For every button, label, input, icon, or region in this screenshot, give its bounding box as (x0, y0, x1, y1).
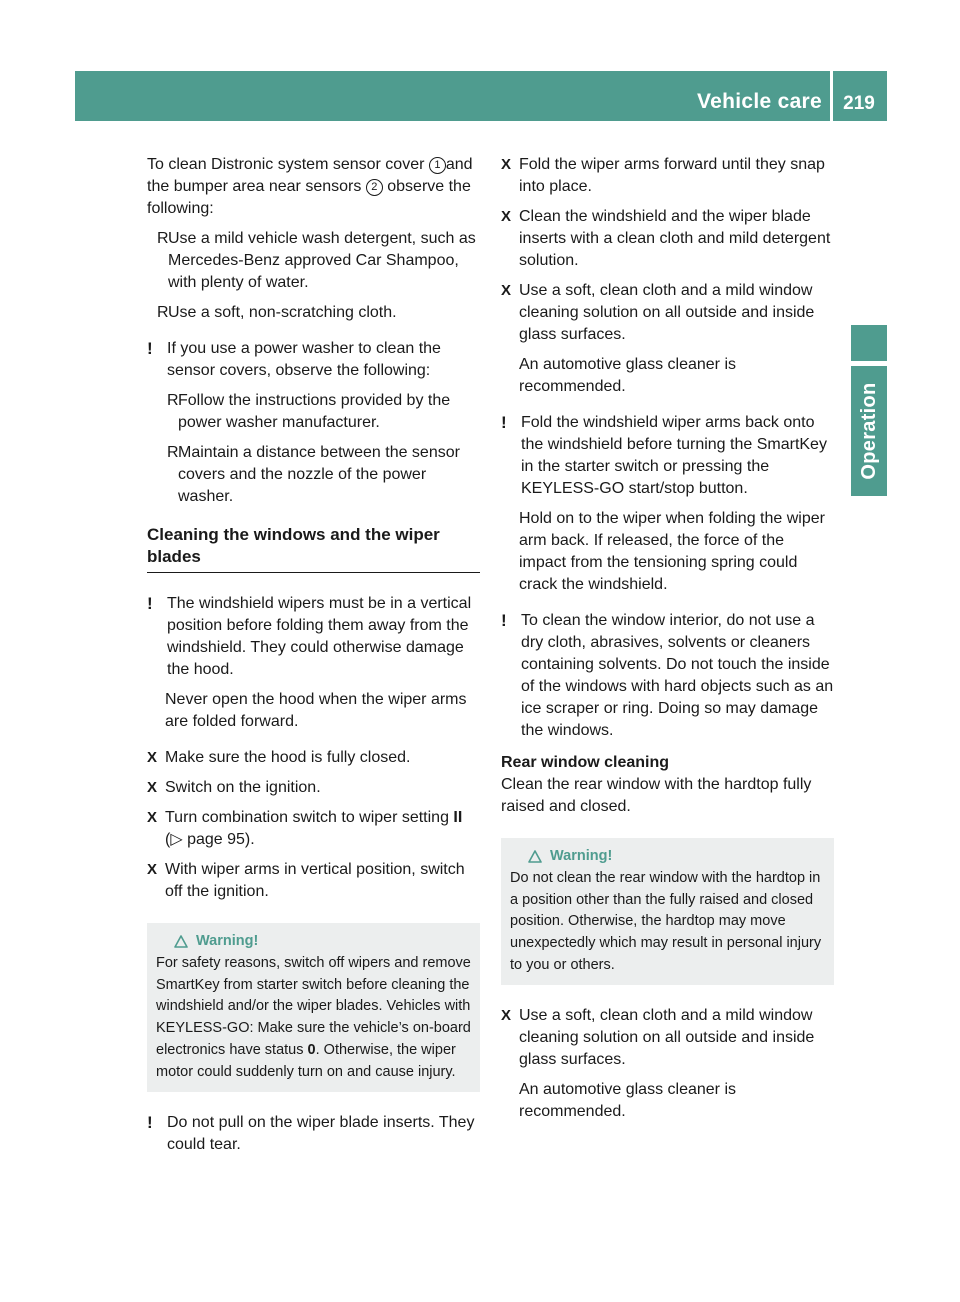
warning-title: Warning! (510, 846, 826, 868)
page-number: 219 (843, 93, 875, 114)
step-note: An automotive glass cleaner is recommended. (519, 356, 736, 395)
exclamation-icon: ! (147, 339, 153, 358)
step-item: X Clean the windshield and the wiper blade inserts with a clean cloth and mild detergent solution. (501, 208, 831, 269)
step-item: X Fold the wiper arms forward until they snap into place. (501, 156, 825, 195)
rear-paragraph: Clean the rear window with the hardtop fully raised and closed. (501, 776, 812, 815)
list-item: R Use a mild vehicle wash detergent, such as Mercedes-Benz approved Car Shampoo, with plenty of water. (157, 230, 476, 291)
section-heading: Cleaning the windows and the wiper blades (147, 525, 440, 566)
caution-note-continued: Never open the hood when the wiper arms are folded forward. (165, 691, 467, 730)
heading-rule (147, 572, 480, 573)
caution-note: ! Fold the windshield wiper arms back onto the windshield before turning the SmartKey in the starter switch or pressing the KEYLESS-GO start/stop button. (501, 413, 827, 497)
step-item: X Use a soft, clean cloth and a mild window cleaning solution on all outside and inside glass surfaces. (501, 282, 815, 343)
caution-note: ! To clean the window interior, do not use a dry cloth, abrasives, solvents or cleaners containing solvents. Do not touch the inside of the windows with hard objects such as an ice scraper or ring. Doing so may damage the windows. (501, 611, 834, 739)
bullet-icon: R (157, 304, 169, 321)
callout-1: 1 (429, 157, 446, 174)
list-item: R Maintain a distance between the sensor covers and the nozzle of the power washer. (167, 444, 460, 505)
sub-heading: Rear window cleaning (501, 754, 670, 771)
bullet-icon: R (167, 444, 179, 461)
callout-2: 2 (366, 179, 383, 196)
caution-note: ! If you use a power washer to clean the sensor covers, observe the following: (147, 339, 441, 379)
exclamation-icon: ! (147, 594, 153, 613)
intro-paragraph: To clean Distronic system sensor cover 1 and the bumper area near sensors 2 observe the following: (147, 156, 473, 217)
side-tab (851, 366, 887, 496)
caution-note: ! The windshield wipers must be in a vertical position before folding them away from the windshield. They could otherwise damage the hood. (147, 594, 472, 678)
step-marker-icon: X (147, 749, 158, 766)
step-marker-icon: X (501, 282, 512, 299)
side-tab-label: Operation (858, 382, 880, 480)
caution-note: ! Do not pull on the wiper blade inserts. They could tear. (147, 1112, 475, 1153)
step-item: X Turn combination switch to wiper setting II (▷ page 95). (147, 809, 463, 848)
step-marker-icon: X (501, 208, 512, 225)
side-block (851, 325, 887, 361)
exclamation-icon: ! (501, 611, 507, 630)
warning-triangle-icon (528, 850, 542, 863)
step-item: X Switch on the ignition. (147, 777, 480, 799)
step-marker-icon: X (147, 779, 158, 796)
warning-box (147, 923, 480, 1092)
warning-text: Do not clean the rear window with the hardtop in a position other than the fully raised and closed position. Otherwise, the hardtop may move unexpectedly which may result in personal injury to you or others. (510, 869, 822, 973)
section-title: Vehicle care (696, 90, 822, 113)
step-marker-icon: X (147, 861, 158, 878)
left-column (147, 154, 480, 1156)
page-reference: (▷ page 95). (165, 831, 255, 848)
list-item: R Use a soft, non-scratching cloth. (147, 302, 480, 324)
warning-title: Warning! (156, 931, 472, 953)
list-item: R Follow the instructions provided by the power washer manufacturer. (167, 392, 451, 431)
warning-box (501, 838, 834, 985)
right-column (501, 154, 834, 1123)
bullet-icon: R (157, 230, 169, 247)
header-separator (830, 71, 833, 121)
warning-triangle-icon (174, 935, 188, 948)
step-marker-icon: X (501, 1006, 512, 1024)
warning-text: For safety reasons, switch off wipers and remove SmartKey from starter switch before cleaning the windshield and/or the wiper blades. Vehicles with KEYLESS-GO: Make sure the vehicle’s on-board electronics have status 0. Otherwise, the wiper motor could suddenly turn on and cause injury. (156, 954, 471, 1080)
exclamation-icon: ! (147, 1112, 153, 1132)
bullet-icon: R (167, 392, 179, 409)
step-marker-icon: X (147, 809, 158, 826)
step-marker-icon: X (501, 156, 512, 173)
step-item: X Make sure the hood is fully closed. (147, 747, 480, 769)
caution-note-continued: Hold on to the wiper when folding the wiper arm back. If released, the force of the impact from the tensioning spring could crack the windshield. (519, 510, 825, 593)
step-item: X Use a soft, clean cloth and a mild window cleaning solution on all outside and inside glass surfaces. (501, 1006, 815, 1068)
step-note: An automotive glass cleaner is recommended. (519, 1080, 736, 1120)
step-item: X With wiper arms in vertical position, switch off the ignition. (147, 861, 465, 900)
exclamation-icon: ! (501, 413, 507, 432)
